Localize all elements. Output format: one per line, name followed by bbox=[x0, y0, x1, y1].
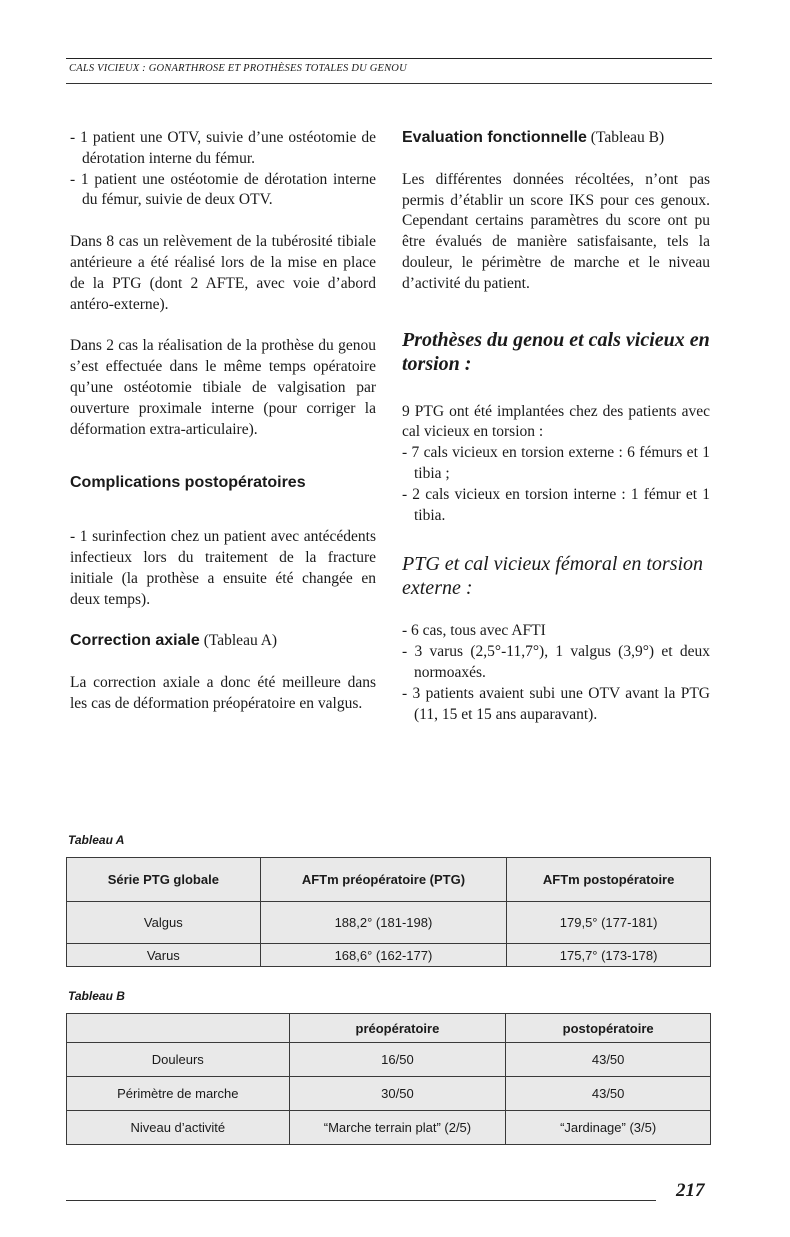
table-cell: 43/50 bbox=[506, 1043, 711, 1077]
column-header: AFTm préopératoire (PTG) bbox=[260, 858, 507, 902]
paragraph: 9 PTG ont été implantées chez des patients avec cal vicieux en torsion : bbox=[402, 402, 710, 441]
paragraph: Dans 2 cas la réalisation de la prothèse du genou s’est effectuée dans le même temps opératoire qu’une ostéotomie tibiale de valgisation par ouverture proximale interne (pour corriger la déformation extra-articulaire). bbox=[70, 337, 376, 438]
table-row bbox=[67, 1111, 711, 1145]
table-b-label: Tableau B bbox=[68, 989, 125, 1003]
list-item: - 7 cals vicieux en torsion externe : 6 fémurs et 1 tibia ; bbox=[402, 444, 710, 482]
list-item: - 1 patient une OTV, suivie d’une ostéotomie de dérotation interne du fémur. bbox=[70, 129, 376, 167]
heading-text: Correction axiale bbox=[70, 632, 200, 650]
paragraph: La correction axiale a donc été meilleure dans les cas de déformation préopératoire en valgus. bbox=[70, 674, 376, 712]
table-b bbox=[66, 1013, 711, 1145]
table-cell: Périmètre de marche bbox=[67, 1077, 290, 1111]
table-a-label: Tableau A bbox=[68, 833, 125, 847]
table-cell: 179,5° (177-181) bbox=[507, 902, 711, 944]
heading-ptg: PTG et cal vicieux fémoral en torsion externe : bbox=[402, 553, 704, 600]
table-cell: 188,2° (181-198) bbox=[260, 902, 507, 944]
page-number: 217 bbox=[676, 1180, 705, 1201]
list-item: - 2 cals vicieux en torsion interne : 1 fémur et 1 tibia. bbox=[402, 485, 710, 524]
table-reference: (Tableau A) bbox=[203, 632, 278, 650]
left-column bbox=[70, 128, 376, 715]
table-header-row bbox=[67, 1014, 711, 1043]
column-header: Série PTG globale bbox=[67, 858, 261, 902]
table-header-row bbox=[67, 858, 711, 902]
table-reference: (Tableau B) bbox=[590, 129, 665, 146]
footer-rule bbox=[66, 1200, 656, 1201]
table-cell: “Marche terrain plat” (2/5) bbox=[289, 1111, 506, 1145]
right-column bbox=[402, 128, 710, 725]
column-header: préopératoire bbox=[289, 1014, 506, 1043]
table-row bbox=[67, 902, 711, 944]
table-row bbox=[67, 1077, 711, 1111]
list-item: - 3 patients avaient subi une OTV avant la PTG (11, 15 et 15 ans auparavant). bbox=[402, 684, 710, 723]
table-cell: 168,6° (162-177) bbox=[260, 944, 507, 967]
table-cell: Varus bbox=[67, 944, 261, 967]
running-header bbox=[66, 58, 712, 84]
table-cell: “Jardinage” (3/5) bbox=[506, 1111, 711, 1145]
table-cell: Douleurs bbox=[67, 1043, 290, 1077]
paragraph: - 1 surinfection chez un patient avec antécédents infectieux lors du traitement de la fracture initiale (la prothèse a ensuite été changée en deux temps). bbox=[70, 528, 376, 608]
table-cell: Niveau d’activité bbox=[67, 1111, 290, 1145]
running-title: CALS VICIEUX : GONARTHROSE ET PROTHÈSES TOTALES DU GENOU bbox=[69, 63, 407, 74]
list-item: - 6 cas, tous avec AFTI bbox=[402, 622, 546, 640]
column-header: AFTm postopératoire bbox=[507, 858, 711, 902]
list-item: - 3 varus (2,5°-11,7°), 1 valgus (3,9°) et deux normoaxés. bbox=[402, 643, 710, 681]
heading-correction bbox=[70, 631, 376, 652]
heading-text: Evaluation fonctionnelle bbox=[402, 129, 587, 146]
heading-evaluation bbox=[402, 128, 710, 149]
column-header bbox=[67, 1014, 290, 1043]
table-cell: 175,7° (173-178) bbox=[507, 944, 711, 967]
table-row bbox=[67, 1043, 711, 1077]
heading-protheses: Prothèses du genou et cals vicieux en torsion : bbox=[402, 328, 710, 375]
table-cell: 16/50 bbox=[289, 1043, 506, 1077]
table-cell: 43/50 bbox=[506, 1077, 711, 1111]
table-cell: Valgus bbox=[67, 902, 261, 944]
list-item: - 1 patient une ostéotomie de dérotation interne du fémur, suivie de deux OTV. bbox=[70, 170, 376, 209]
paragraph: Dans 8 cas un relèvement de la tubérosité tibiale antérieure a été réalisé lors de la mise en place de la PTG (dont 2 AFTE, avec voie d’abord antéro-externe). bbox=[70, 233, 376, 313]
table-cell: 30/50 bbox=[289, 1077, 506, 1111]
column-header: postopératoire bbox=[506, 1014, 711, 1043]
paragraph: Les différentes données récoltées, n’ont pas permis d’établir un score IKS pour ces genoux. Cependant certains paramètres du score ont pu être évalués de manière satisfaisante, tels la douleur, le périmètre de marche et le niveau d’activité du patient. bbox=[402, 170, 710, 292]
table-a bbox=[66, 857, 711, 967]
table-row bbox=[67, 944, 711, 967]
heading-complications: Complications postopératoires bbox=[70, 474, 306, 492]
